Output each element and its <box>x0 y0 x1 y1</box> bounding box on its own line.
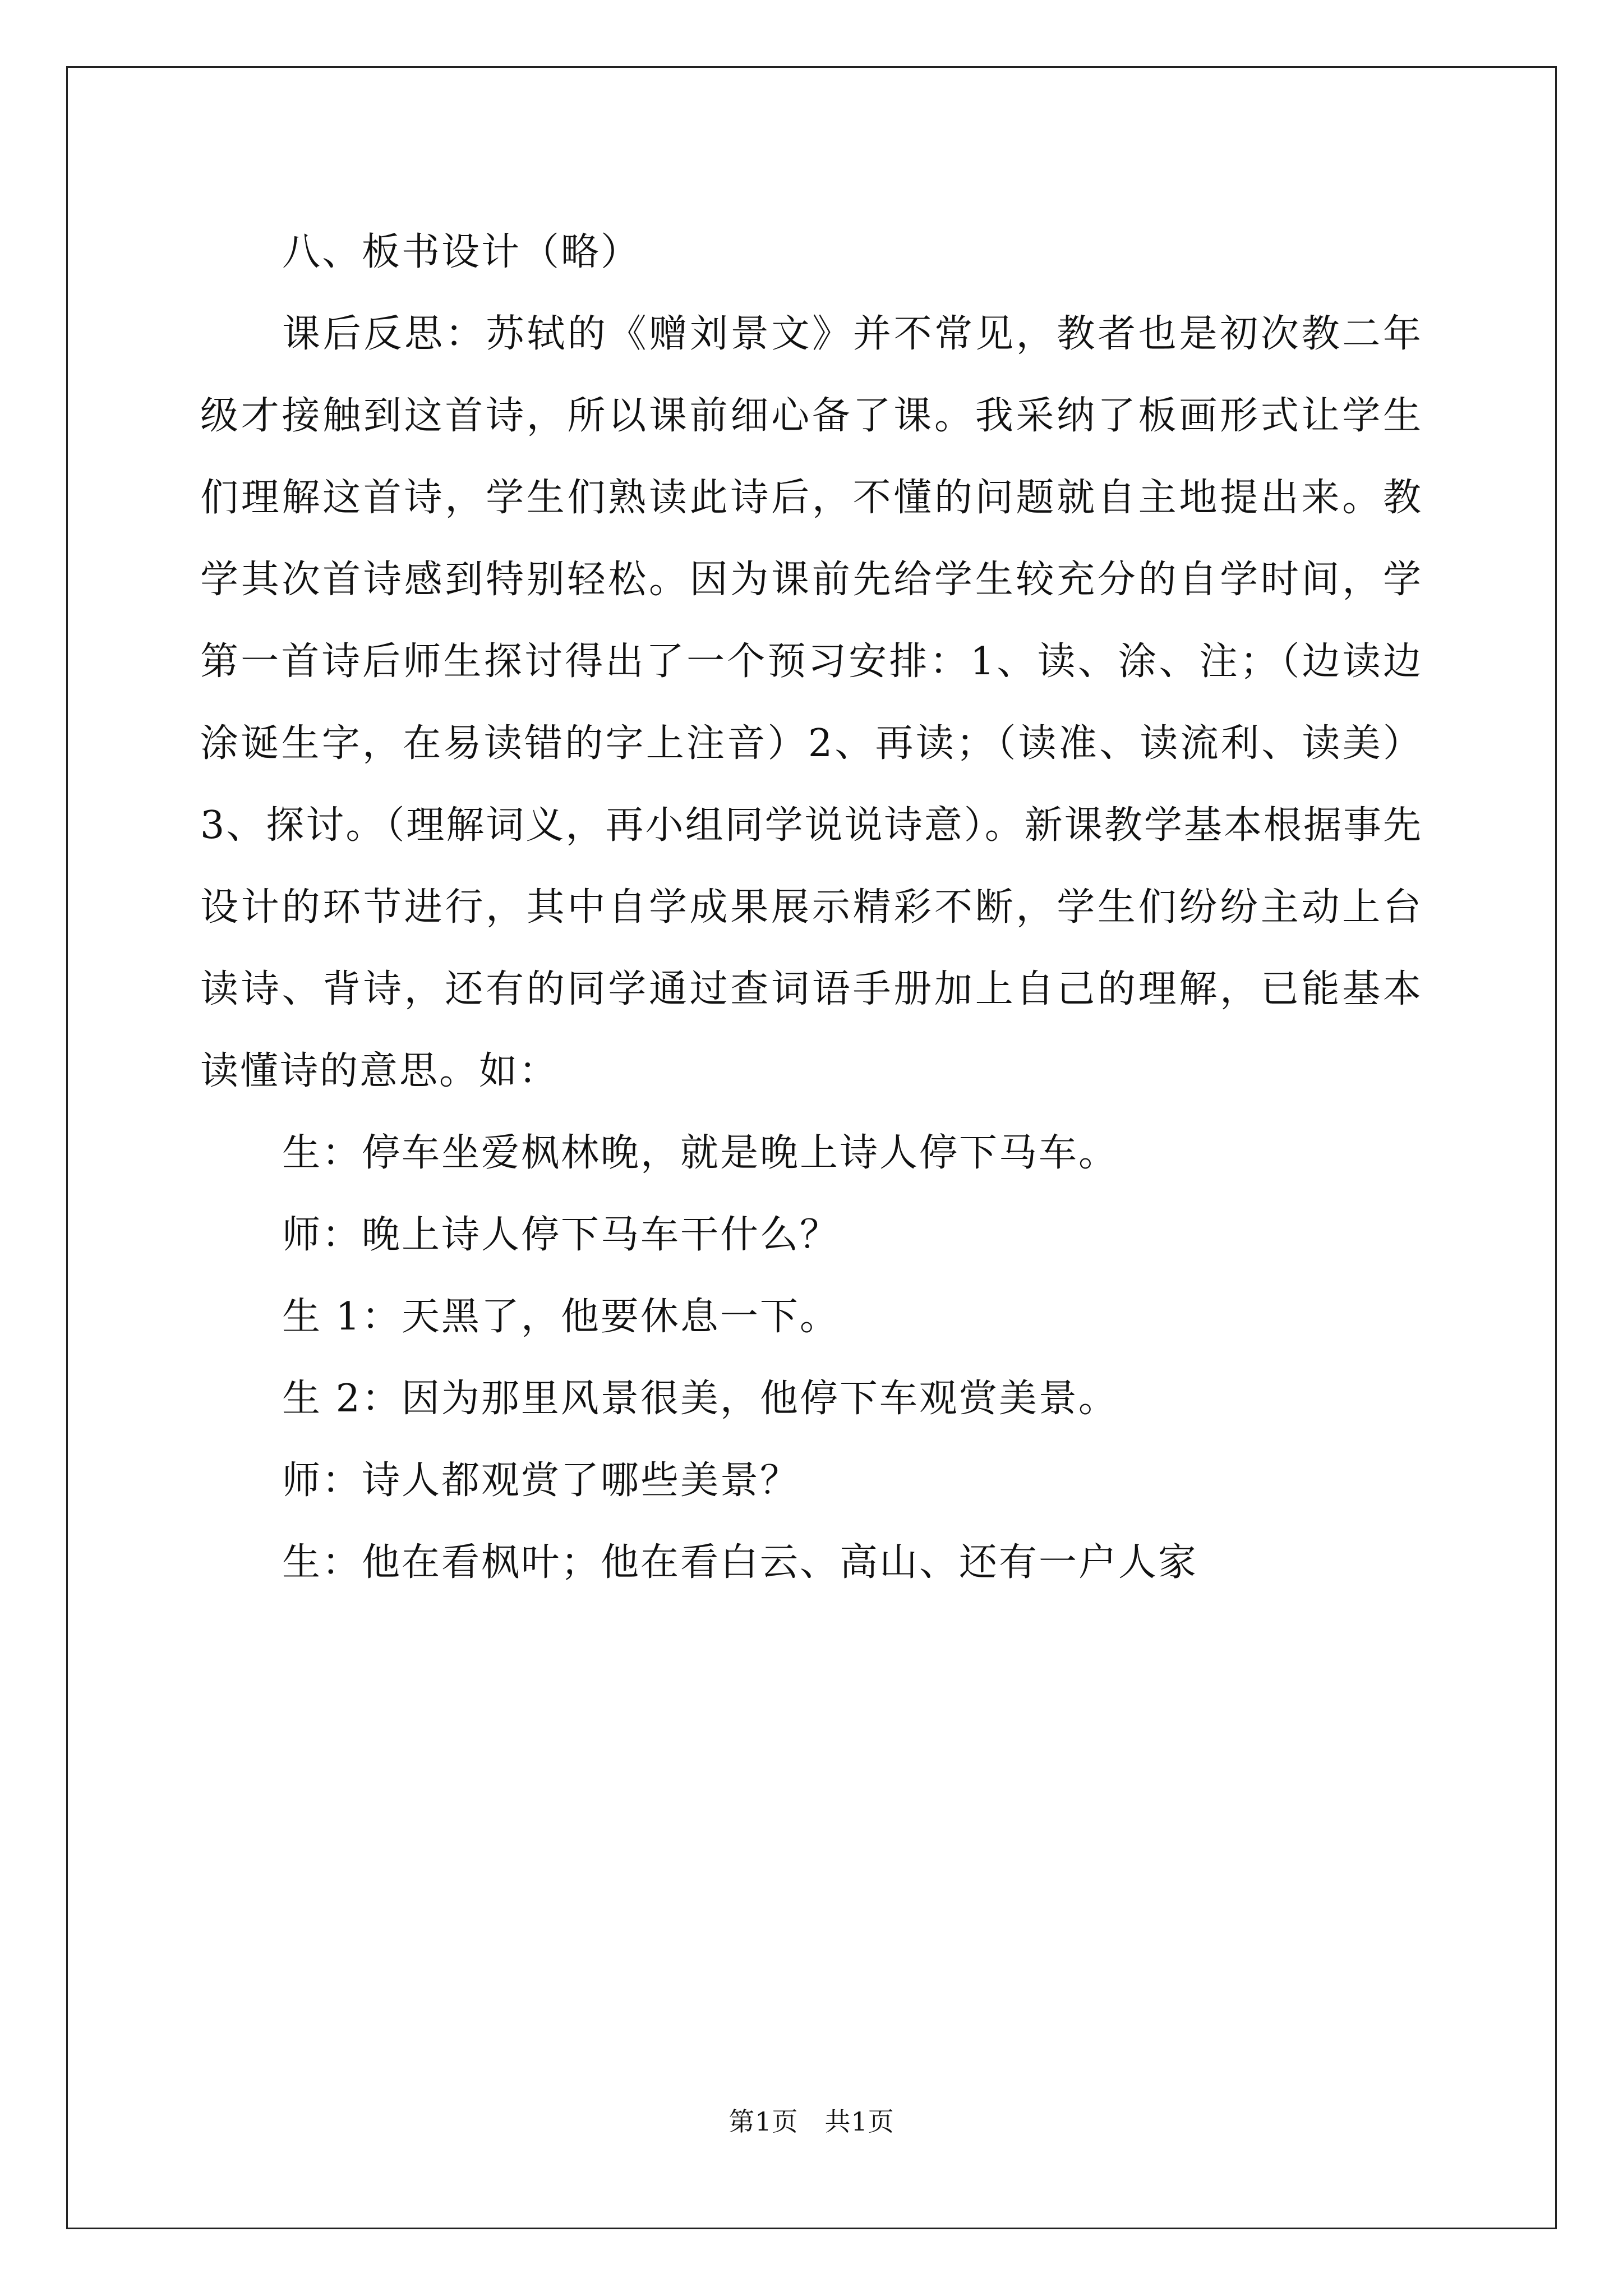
dialogue-line: 生 2：因为那里风景很美，他停下车观赏美景。 <box>282 1377 1118 1421</box>
document-body <box>200 211 1423 1604</box>
dialogue-line: 师：晚上诗人停下马车干什么？ <box>282 1213 840 1257</box>
section-heading: 八、板书设计（略） <box>282 230 641 274</box>
page-number-footer: 第1页 共1页 <box>728 2106 895 2137</box>
dialogue-line: 生：他在看枫叶；他在看白云、高山、还有一户人家 <box>282 1540 1198 1585</box>
reflection-paragraph: 课后反思：苏轼的《赠刘景文》并不常见，教者也是初次教二年级才接触到这首诗，所以课前细心备了课。我采纳了板画形式让学生们理解这首诗，学生们熟读此诗后，不懂的问题就自主地提出来。教学其次首诗感到特别轻松。因为课前先给学生较充分的自学时间，学第一首诗后师生探讨得出了一个预习安排：1、读、涂、注；（边读边涂诞生字，在易读错的字上注音）2、再读；（读准、读流利、读美）3、探讨。（理解词义，再小组同学说说诗意）。新课教学基本根据事先设计的环节进行，其中自学成果展示精彩不断，学生们纷纷主动上台读诗、背诗，还有的同学通过查词语手册加上自己的理解，已能基本读懂诗的意思。如： <box>200 312 1423 1093</box>
dialogue-line: 生 1：天黑了，他要休息一下。 <box>282 1295 840 1339</box>
dialogue-line: 生：停车坐爱枫林晚，就是晚上诗人停下马车。 <box>282 1131 1119 1175</box>
dialogue-line: 师：诗人都观赏了哪些美景？ <box>282 1458 800 1503</box>
